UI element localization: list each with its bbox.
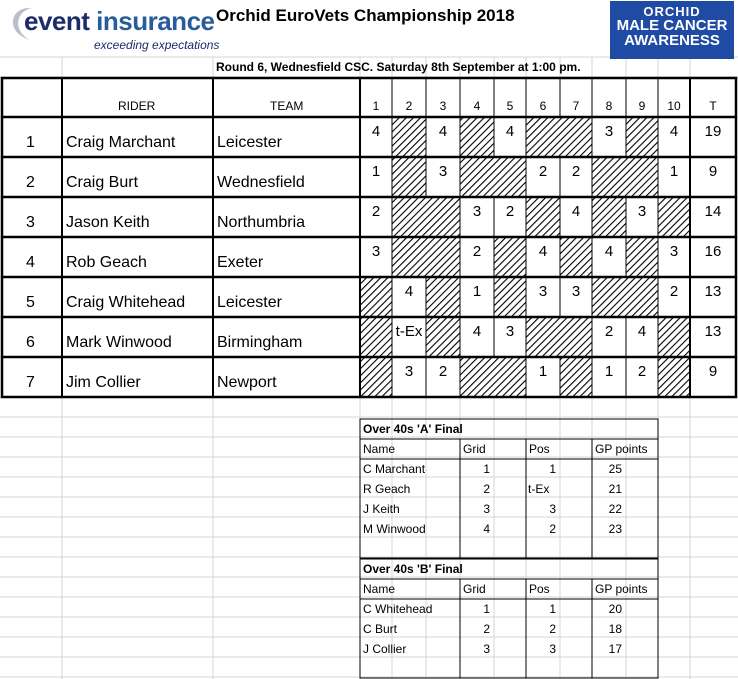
round-subtitle: Round 6, Wednesfield CSC. Saturday 8th September at 1:00 pm. bbox=[216, 60, 581, 74]
heat-header: 8 bbox=[605, 99, 613, 113]
hatched-cell bbox=[658, 357, 690, 397]
heat-score: 4 bbox=[637, 323, 647, 340]
rider-header: RIDER bbox=[118, 99, 156, 113]
heat-header: 4 bbox=[473, 99, 481, 113]
rider-name: Craig Burt bbox=[66, 174, 139, 191]
heat-score: 2 bbox=[637, 363, 647, 380]
final_a-pos-cell: t-Ex bbox=[528, 482, 550, 496]
final_a-column-header: Pos bbox=[529, 442, 550, 456]
heat-score: 4 bbox=[505, 123, 515, 140]
hatched-cell bbox=[626, 237, 658, 277]
final_a-grid-cell: 1 bbox=[483, 462, 490, 476]
final_a-name-cell: C Marchant bbox=[363, 462, 426, 476]
heat-header: 3 bbox=[439, 99, 447, 113]
hatched-cell bbox=[658, 197, 690, 237]
hatched-cell bbox=[426, 317, 460, 357]
heat-score: 3 bbox=[538, 283, 548, 300]
team-header: TEAM bbox=[270, 99, 304, 113]
hatched-cell bbox=[526, 197, 560, 237]
heat-score: 3 bbox=[669, 243, 679, 260]
rider-number: 7 bbox=[26, 374, 35, 391]
heat-header: 6 bbox=[539, 99, 547, 113]
rider-number: 6 bbox=[26, 334, 35, 351]
final_b-column-header: Pos bbox=[529, 582, 550, 596]
hatched-cell bbox=[560, 357, 592, 397]
heat-score: 4 bbox=[371, 123, 381, 140]
final_a-grid-cell: 3 bbox=[483, 502, 490, 516]
heat-score: 4 bbox=[669, 123, 679, 140]
final_b-name-cell: C Whitehead bbox=[363, 602, 433, 616]
heat-score: 4 bbox=[438, 123, 448, 140]
rider-name: Craig Marchant bbox=[66, 134, 176, 151]
final_b-grid-cell: 1 bbox=[483, 602, 490, 616]
page-title: Orchid EuroVets Championship 2018 bbox=[216, 6, 515, 25]
hatched-cell bbox=[560, 317, 592, 357]
heat-score: 3 bbox=[438, 163, 448, 180]
rider-number: 3 bbox=[26, 214, 35, 231]
final_b-pos-cell: 2 bbox=[549, 622, 556, 636]
hatched-cell bbox=[494, 357, 526, 397]
total-header: T bbox=[709, 99, 717, 113]
rider-team: Newport bbox=[217, 374, 277, 391]
logo-insurance-word: insurance bbox=[96, 6, 215, 36]
final_a-gp-cell: 23 bbox=[608, 522, 622, 536]
rider-number: 4 bbox=[26, 254, 35, 271]
final_b-gp-cell: 20 bbox=[608, 602, 622, 616]
heat-score: 3 bbox=[472, 203, 482, 220]
final_b-title: Over 40s 'B' Final bbox=[363, 562, 463, 576]
rider-total: 13 bbox=[704, 283, 722, 300]
final_a-column-header: Name bbox=[363, 442, 396, 456]
logo-event-word: event bbox=[24, 6, 90, 36]
final_b-column-header: Grid bbox=[463, 582, 486, 596]
hatched-cell bbox=[392, 197, 426, 237]
heat-header: 9 bbox=[638, 99, 646, 113]
hatched-cell bbox=[460, 357, 494, 397]
heat-header: 10 bbox=[667, 99, 681, 113]
final_a-name-cell: J Keith bbox=[363, 502, 400, 516]
final_b-pos-cell: 3 bbox=[549, 642, 556, 656]
heat-score: 3 bbox=[604, 123, 614, 140]
rider-number: 1 bbox=[26, 134, 35, 151]
hatched-cell bbox=[494, 237, 526, 277]
heat-score: 1 bbox=[669, 163, 679, 180]
heat-score: 2 bbox=[438, 363, 448, 380]
final_b-gp-cell: 18 bbox=[608, 622, 622, 636]
hatched-cell bbox=[592, 157, 626, 197]
hatched-cell bbox=[526, 117, 560, 157]
final_a-column-header: Grid bbox=[463, 442, 486, 456]
heat-score: 2 bbox=[571, 163, 581, 180]
heat-score: 2 bbox=[604, 323, 614, 340]
rider-total: 16 bbox=[704, 243, 722, 260]
final_a-pos-cell: 1 bbox=[549, 462, 556, 476]
heat-score: 1 bbox=[472, 283, 482, 300]
heat-header: 2 bbox=[405, 99, 413, 113]
heat-score: 4 bbox=[404, 283, 414, 300]
hatched-cell bbox=[460, 117, 494, 157]
heat-score: 1 bbox=[604, 363, 614, 380]
rider-total: 9 bbox=[708, 163, 718, 180]
rider-total: 19 bbox=[704, 123, 722, 140]
heat-score: 4 bbox=[538, 243, 548, 260]
hatched-cell bbox=[392, 117, 426, 157]
hatched-cell bbox=[392, 237, 426, 277]
rider-total: 13 bbox=[704, 323, 722, 340]
hatched-cell bbox=[626, 117, 658, 157]
rider-number: 5 bbox=[26, 294, 35, 311]
hatched-cell bbox=[560, 117, 592, 157]
heat-score: 1 bbox=[371, 163, 381, 180]
rider-name: Craig Whitehead bbox=[66, 294, 186, 311]
final_a-name-cell: M Winwood bbox=[363, 522, 426, 536]
final_a-grid-cell: 2 bbox=[483, 482, 490, 496]
final_b-name-cell: J Collier bbox=[363, 642, 407, 656]
heat-score: 4 bbox=[604, 243, 614, 260]
heat-score: 3 bbox=[571, 283, 581, 300]
rider-name: Jim Collier bbox=[66, 374, 141, 391]
hatched-cell bbox=[426, 277, 460, 317]
hatched-cell bbox=[360, 277, 392, 317]
heat-score: 2 bbox=[505, 203, 515, 220]
hatched-cell bbox=[658, 317, 690, 357]
hatched-cell bbox=[494, 157, 526, 197]
heat-header: 7 bbox=[572, 99, 580, 113]
hatched-cell bbox=[526, 317, 560, 357]
heat-score: 3 bbox=[637, 203, 647, 220]
heat-score: 2 bbox=[538, 163, 548, 180]
final_a-pos-cell: 3 bbox=[549, 502, 556, 516]
final_a-gp-cell: 25 bbox=[608, 462, 622, 476]
rider-team: Leicester bbox=[217, 134, 282, 151]
rider-name: Mark Winwood bbox=[66, 334, 172, 351]
rider-team: Northumbria bbox=[217, 214, 306, 231]
hatched-cell bbox=[592, 197, 626, 237]
final_b-column-header: GP points bbox=[595, 582, 648, 596]
hatched-cell bbox=[560, 237, 592, 277]
rider-name: Rob Geach bbox=[66, 254, 147, 271]
orchid-logo: ORCHID MALE CANCER AWARENESS bbox=[610, 1, 734, 59]
heat-score: 4 bbox=[472, 323, 482, 340]
hatched-cell bbox=[360, 317, 392, 357]
heat-score: 3 bbox=[505, 323, 515, 340]
hatched-cell bbox=[592, 277, 626, 317]
logo-tagline: exceeding expectations bbox=[94, 38, 220, 52]
final_a-column-header: GP points bbox=[595, 442, 648, 456]
heat-score: 2 bbox=[472, 243, 482, 260]
final_b-grid-cell: 3 bbox=[483, 642, 490, 656]
final_a-name-cell: R Geach bbox=[363, 482, 411, 496]
final_b-gp-cell: 17 bbox=[608, 642, 622, 656]
heat-score: 4 bbox=[571, 203, 581, 220]
heat-header: 1 bbox=[372, 99, 380, 113]
final_b-pos-cell: 1 bbox=[549, 602, 556, 616]
hatched-cell bbox=[392, 157, 426, 197]
final_b-column-header: Name bbox=[363, 582, 396, 596]
rider-team: Leicester bbox=[217, 294, 282, 311]
final_b-name-cell: C Burt bbox=[363, 622, 398, 636]
rider-team: Exeter bbox=[217, 254, 264, 271]
hatched-cell bbox=[426, 197, 460, 237]
hatched-cell bbox=[360, 357, 392, 397]
rider-number: 2 bbox=[26, 174, 35, 191]
hatched-cell bbox=[426, 237, 460, 277]
final_a-gp-cell: 21 bbox=[608, 482, 622, 496]
final_a-pos-cell: 2 bbox=[549, 522, 556, 536]
final_a-gp-cell: 22 bbox=[608, 502, 622, 516]
rider-total: 9 bbox=[708, 363, 718, 380]
heat-score: t-Ex bbox=[395, 323, 423, 340]
rider-total: 14 bbox=[704, 203, 722, 220]
final_a-title: Over 40s 'A' Final bbox=[363, 422, 463, 436]
final_a-grid-cell: 4 bbox=[483, 522, 490, 536]
heat-score: 2 bbox=[371, 203, 381, 220]
hatched-cell bbox=[626, 277, 658, 317]
heat-header: 5 bbox=[506, 99, 514, 113]
heat-score: 3 bbox=[371, 243, 381, 260]
event-insurance-logo bbox=[2, 2, 220, 56]
heat-score: 3 bbox=[404, 363, 414, 380]
rider-team: Wednesfield bbox=[217, 174, 305, 191]
final_b-grid-cell: 2 bbox=[483, 622, 490, 636]
heat-score: 1 bbox=[538, 363, 548, 380]
hatched-cell bbox=[460, 157, 494, 197]
heat-score: 2 bbox=[669, 283, 679, 300]
hatched-cell bbox=[626, 157, 658, 197]
rider-name: Jason Keith bbox=[66, 214, 150, 231]
hatched-cell bbox=[494, 277, 526, 317]
rider-team: Birmingham bbox=[217, 334, 303, 351]
